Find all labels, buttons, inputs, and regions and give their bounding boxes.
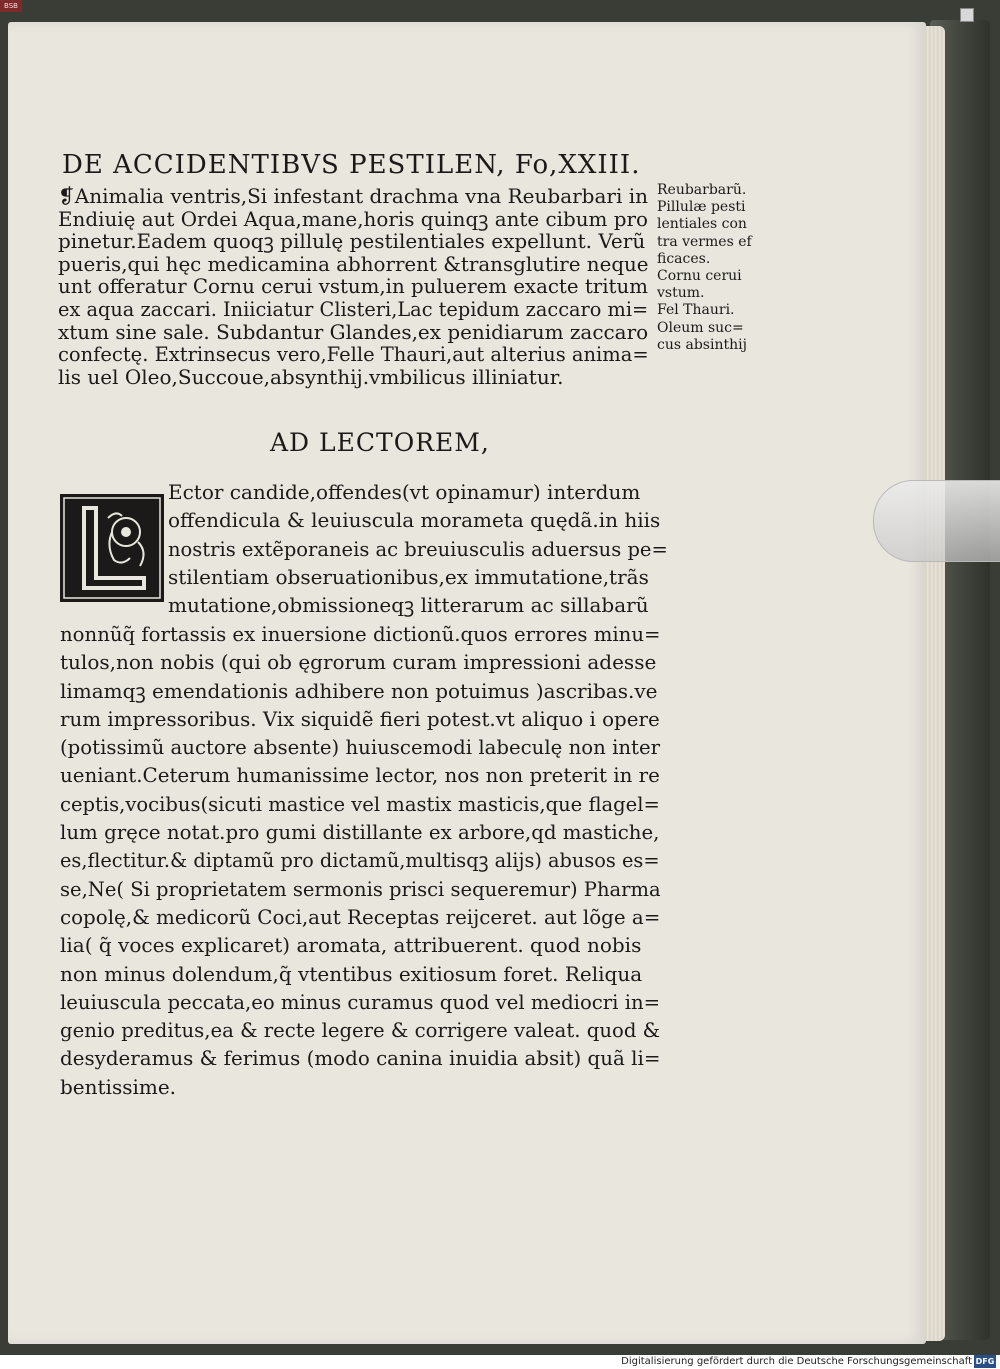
paragraph-animalia xyxy=(58,185,648,388)
decorated-initial-l-icon xyxy=(60,494,164,602)
text-line: limamqꝫ emendationis adhibere non potuimus )ascribas.ve xyxy=(60,678,658,703)
margin-note: Fel Thauri. xyxy=(657,302,735,319)
page-clip xyxy=(873,480,1000,562)
margin-note: Reubarbarũ. xyxy=(657,182,747,198)
text-line: xtum sine sale. Subdantur Glandes,ex penidiarum zaccaro xyxy=(58,319,649,344)
text-line: rum impressoribus. Vix siquidẽ fieri potest.vt aliquo i opere xyxy=(60,706,660,731)
marginal-notes xyxy=(657,182,777,354)
text-line: (potissimũ auctore absente) huiuscemodi labeculę non inter xyxy=(60,735,661,760)
text-line: non minus dolendum,q̃ vtentibus exitiosum foret. Reliqua xyxy=(60,961,643,986)
running-head: DE ACCIDENTIBVS PESTILEN, Fo,XXIII. xyxy=(62,150,641,180)
paragraph-ad-lectorem xyxy=(60,620,660,1101)
margin-note: cus absinthij xyxy=(657,336,747,353)
text-line: ueniant.Ceterum humanissime lector, nos non preterit in re xyxy=(60,763,660,788)
text-line: ex aqua zaccari. Iniiciatur Clisteri,Lac tepidum zaccaro mi= xyxy=(58,296,649,321)
library-mark: BSB xyxy=(0,0,22,12)
text-line: tulos,non nobis (qui ob ęgrorum curam impressioni adesse xyxy=(60,650,657,675)
color-target-box xyxy=(960,8,974,22)
text-line: genio preditus,ea & recte legere & corrigere valeat. quod & xyxy=(60,1018,661,1043)
text-line: bentissime. xyxy=(60,1074,177,1099)
text-line: unt offeratur Cornu cerui vstum,in puluerem exacte tritum xyxy=(58,274,648,299)
text-line: Endiuię aut Ordei Aqua,mane,horis quinqꝫ ante cibum pro xyxy=(58,206,649,231)
text-line: nonnũq̃ fortassis ex inuersione dictionũ.quos errores minu= xyxy=(60,622,661,646)
text-line: lia( q̃ voces explicaret) aromata, attribuerent. quod nobis xyxy=(60,933,642,958)
margin-note: Pillulæ pesti xyxy=(657,199,746,216)
margin-note: Oleum suc= xyxy=(657,319,744,336)
text-line: lis uel Oleo,Succoue,absynthij.vmbilicus illiniatur. xyxy=(58,364,564,389)
text-line: Ector candide,offendes(vt opinamur) interdum xyxy=(168,480,641,504)
text-line: ❡Animalia ventris,Si infestant drachma vna Reubarbari in xyxy=(58,184,648,208)
funding-credit: Digitalisierung gefördert durch die Deutsche Forschungsgemeinschaft xyxy=(621,1356,972,1367)
text-line: leuiuscula peccata,eo minus curamus quod vel mediocri in= xyxy=(60,989,661,1014)
text-line: lum gręce notat.pro gumi distillante ex arbore,qd mastiche, xyxy=(60,820,660,845)
paragraph-ad-lectorem-indented xyxy=(168,478,668,619)
text-line: se,Ne( Si proprietatem sermonis prisci sequeremur) Pharma xyxy=(60,876,661,901)
text-line: es,flectitur.& diptamũ pro dictamũ,multisqꝫ alijs) abusos es= xyxy=(60,848,660,873)
section-heading: AD LECTOREM, xyxy=(270,428,490,457)
margin-note: vstum. xyxy=(657,285,705,302)
margin-note: ficaces. xyxy=(657,250,711,267)
text-line: stilentiam obseruationibus,ex immutatione,trãs xyxy=(168,564,649,589)
text-line: confectę. Extrinsecus vero,Felle Thauri,aut alterius anima= xyxy=(58,342,649,367)
dfg-logo-icon: DFG xyxy=(975,1357,995,1366)
text-line: ceptis,vocibus(sicuti mastice vel mastix masticis,que flagel= xyxy=(60,791,660,816)
text-line: nostris extẽporaneis ac breuiusculis aduersus pe= xyxy=(168,536,668,561)
text-line: pueris,qui hęc medicamina abhorrent &transglutire neque xyxy=(58,251,649,276)
text-line: desyderamus & ferimus (modo canina inuidia absit) quã li= xyxy=(60,1046,661,1071)
margin-note: tra vermes ef xyxy=(657,233,752,250)
text-line: offendicula & leuiuscula morameta quędã.in hiis xyxy=(168,508,661,533)
text-line: pinetur.Eadem quoqꝫ pillulę pestilentiales expellunt. Verũ xyxy=(58,229,646,254)
margin-note: lentiales con xyxy=(657,216,747,233)
text-line: mutatione,obmissioneqꝫ litterarum ac sillabarũ xyxy=(168,593,649,618)
margin-note: Cornu cerui xyxy=(657,268,742,285)
text-line: copolę,& medicorũ Coci,aut Receptas reijceret. aut lõge a= xyxy=(60,904,661,929)
